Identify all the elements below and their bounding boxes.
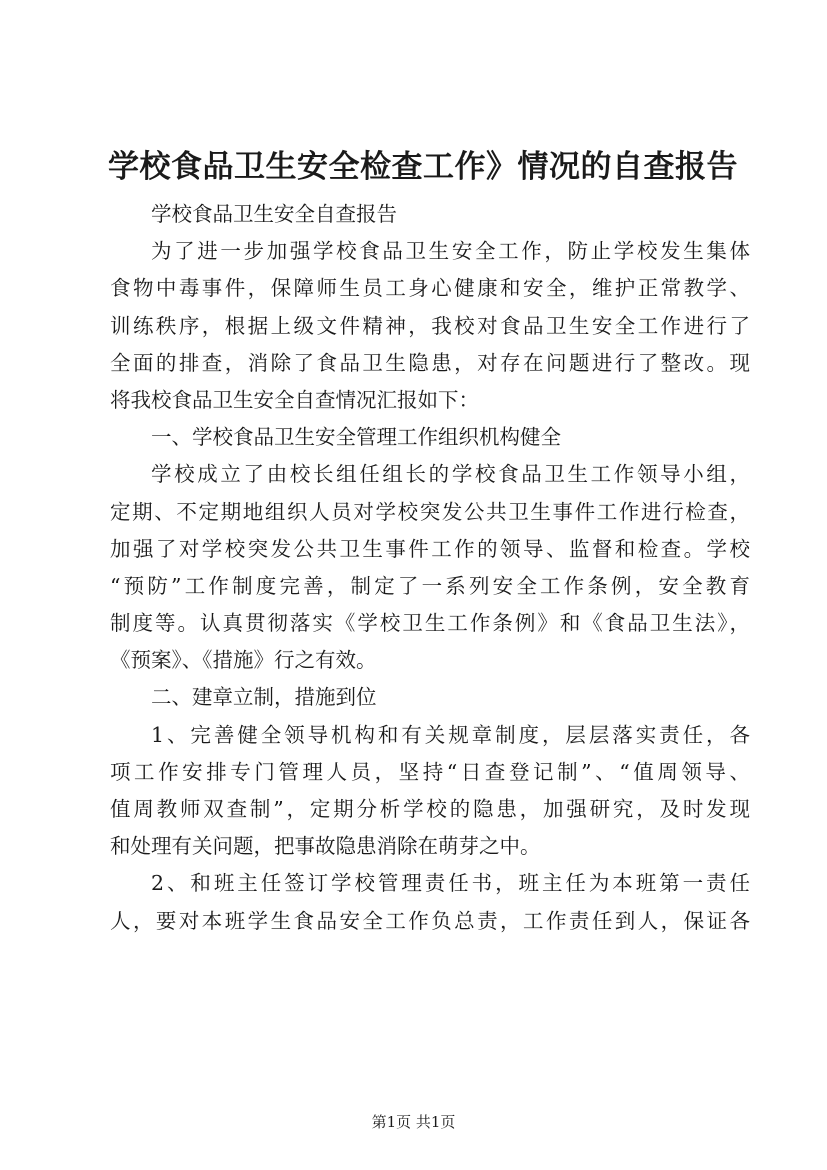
body-line: 学校成立了由校长组任组长的学校食品卫生工作领导小组，: [151, 462, 750, 487]
body-line: “预防”工作制度完善，制定了一系列安全工作条例，安全教育: [110, 573, 750, 598]
page-footer: 第1页 共1页: [371, 1113, 456, 1131]
body-line: 全面的排查，消除了食品卫生隐患，对存在问题进行了整改。现: [110, 350, 750, 375]
body-line: 食物中毒事件，保障师生员工身心健康和安全，维护正常教学、: [110, 276, 750, 301]
body-line: 人，要对本班学生食品安全工作负总责，工作责任到人，保证各: [110, 908, 750, 933]
body-line: 一、学校食品卫生安全管理工作组织机构健全: [151, 425, 561, 450]
body-line: 为了进一步加强学校食品卫生安全工作，防止学校发生集体: [151, 239, 750, 264]
body-line: 定期、不定期地组织人员对学校突发公共卫生事件工作进行检查，: [110, 499, 750, 524]
body-line: 将我校食品卫生安全自查情况汇报如下：: [110, 387, 479, 412]
body-line: 和处理有关问题，把事故隐患消除在萌芽之中。: [110, 834, 541, 859]
body-line: 训练秩序，根据上级文件精神，我校对食品卫生安全工作进行了: [110, 313, 750, 338]
document-title: 学校食品卫生安全检查工作》情况的自查报告: [108, 149, 738, 185]
body-line: 制度等。认真贯彻落实《学校卫生工作条例》和《食品卫生法》，: [110, 611, 750, 636]
body-line: 1、完善健全领导机构和有关规章制度，层层落实责任，各: [151, 722, 750, 747]
body-line: 学校食品卫生安全自查报告: [151, 202, 397, 226]
body-line: 加强了对学校突发公共卫生事件工作的领导、监督和检查。学校: [110, 536, 750, 561]
body-line: 2、和班主任签订学校管理责任书，班主任为本班第一责任: [151, 871, 750, 896]
body-line: 《预案》、《措施》行之有效。: [110, 648, 377, 673]
body-line: 二、建章立制，措施到位: [151, 685, 377, 710]
document-body: [110, 196, 750, 940]
body-line: 值周教师双查制”，定期分析学校的隐患，加强研究，及时发现: [110, 797, 750, 821]
body-line: 项工作安排专门管理人员，坚持“日查登记制”、“值周领导、: [110, 759, 750, 784]
